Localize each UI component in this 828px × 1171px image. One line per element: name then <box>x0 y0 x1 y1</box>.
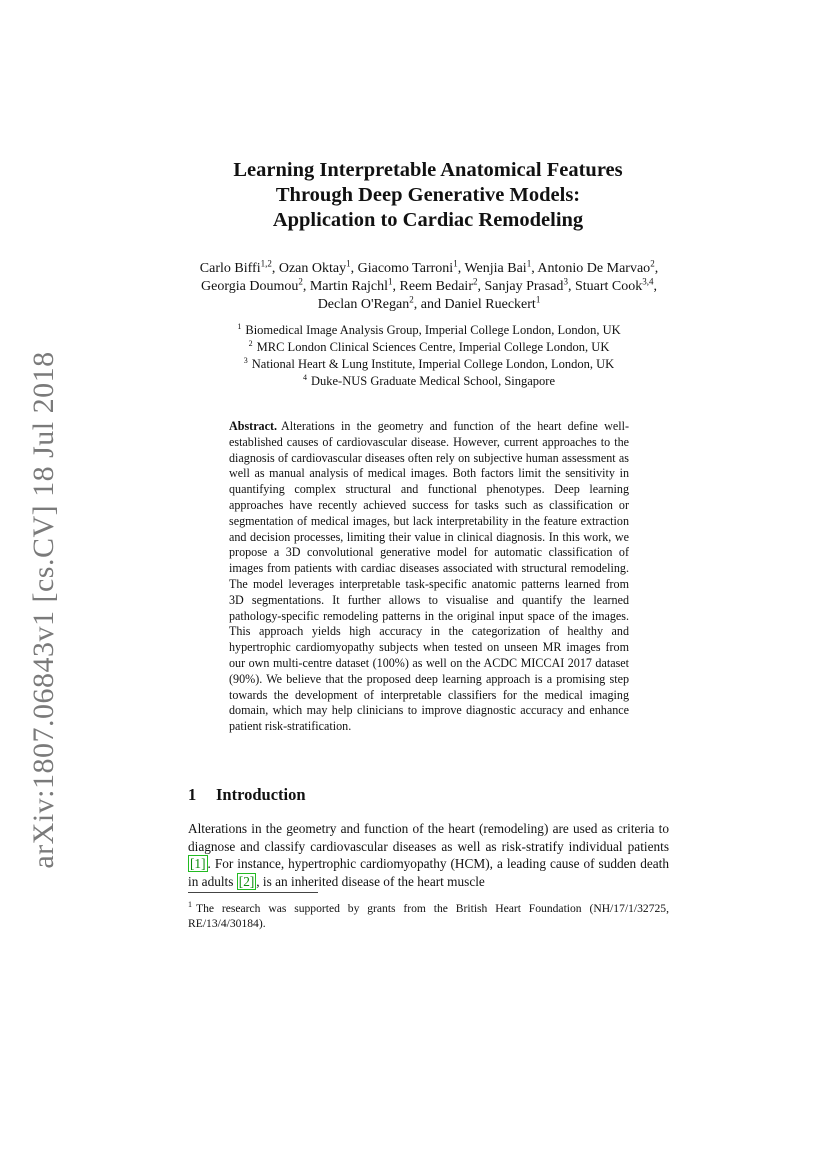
title-line-2: Through Deep Generative Models: <box>275 184 581 206</box>
author-affiliation-mark: 2 <box>298 276 303 287</box>
affiliation-2: $^2$ MRC London Clinical Sciences Centre, Imperial College London, UK <box>248 338 610 354</box>
author-list: Carlo Biffi$^{1,2}$, Ozan Oktay$^1$, Giacomo Tarroni$^1$, Wenjia Bai$^1$, Antonio De Marvao$^2$, Georgia Doumou$^2$, Martin Rajchl$^1$, Reem Bedair$^2$, Sanjay Prasad$^3$, Stuart Cook$^{3,4}$, Declan O'Regan$^2$, and Daniel Rueckert$^1$ <box>199 258 659 312</box>
affiliation-list <box>180 322 678 390</box>
author-name: Stuart Cook <box>574 279 643 294</box>
title-line-1: Learning Interpretable Anatomical Features <box>233 159 623 181</box>
author-affiliation-mark: 3 <box>563 276 568 287</box>
author-affiliation-mark: 1 <box>526 258 532 269</box>
author-name: Ozan Oktay <box>278 261 347 276</box>
arxiv-identifier: arXiv:1807.06843v1 [cs.CV] 18 Jul 2018 <box>27 351 60 869</box>
citation-link-2[interactable]: [2] <box>238 873 255 889</box>
title-line-3: Application to Cardiac Remodeling <box>272 209 584 231</box>
footnote-number: 1 <box>188 900 192 909</box>
section-number: 1 <box>188 785 197 804</box>
author-affiliation-mark: 1,2 <box>260 258 272 269</box>
abstract <box>229 419 629 735</box>
author-name: Martin Rajchl <box>309 279 389 294</box>
affiliation-3: $^3$ National Heart & Lung Institute, Imperial College London, London, UK <box>243 355 615 371</box>
author-affiliation-mark: 2 <box>409 294 414 305</box>
author-affiliation-mark: 2 <box>650 258 655 269</box>
author-affiliation-mark: 1 <box>346 258 351 269</box>
author-name: Antonio De Marvao <box>537 261 651 276</box>
author-name: Reem Bedair <box>399 279 473 294</box>
author-name: Declan O'Regan <box>317 297 410 312</box>
affiliation-1: $^1$ Biomedical Image Analysis Group, Imperial College London, London, UK <box>237 321 621 337</box>
paper-title <box>150 158 706 233</box>
author-affiliation-mark: 1 <box>535 294 541 305</box>
author-affiliation-mark: 1 <box>388 276 393 287</box>
author-name: Georgia Doumou <box>201 279 299 294</box>
abstract-text: Alterations in the geometry and function of the heart define well-established causes of cardiovascular disease. However, current approaches to the diagnosis of cardiovascular diseases often rely on subjective human assessment as well as manual analysis of medical images. Both factors limit the sensitivity in quantifying complex structural and functional phenotypes. Deep learning approaches have recently achieved success for tasks such as classification or segmentation of medical images, but lack interpretability in the feature extraction and decision processes, limiting their value in clinical diagnosis. In this work, we propose a 3D convolutional generative model for automatic classification of images from patients with cardiac diseases associated with structural remodeling. The model leverages interpretable task-specific anatomic patterns learned from 3D segmentations. It further allows to visualise and quantify the learned pathology-specific remodeling patterns in the original input space of the images. This approach yields high accuracy in the categorization of healthy and hypertrophic cardiomyopathy subjects when tested on unseen MR images from our own multi-centre dataset (100%) as well on the ACDC MICCAI 2017 dataset (90%). We believe that the proposed deep learning approach is a promising step towards the development of interpretable classifiers for the medical imaging domain, which may help clinicians to improve diagnostic accuracy and enhance patient risk-stratification. <box>229 419 629 734</box>
author-affiliation-mark: 3,4 <box>642 276 654 287</box>
author-name: Carlo Biffi <box>199 261 261 276</box>
author-affiliation-mark: 2 <box>473 276 478 287</box>
footnote-text: The research was supported by grants from the British Heart Foundation (NH/17/1/32725, RE/13/4/30184). <box>188 901 669 930</box>
section-title: Introduction <box>216 785 306 804</box>
affiliation-4: $^4$ Duke-NUS Graduate Medical School, Singapore <box>302 372 556 388</box>
footnote-divider <box>188 892 318 893</box>
author-name: Wenjia Bai <box>464 261 527 276</box>
author-name: Daniel Rueckert <box>444 297 536 312</box>
citation-link-1[interactable]: [1] <box>190 856 206 871</box>
author-name: Giacomo Tarroni <box>357 261 454 276</box>
author-affiliation-mark: 1 <box>453 258 458 269</box>
introduction-paragraph: Alterations in the geometry and function of the heart (remodeling) are used as criteria to diagnose and classify cardiovascular diseases as well as risk-stratify individual patients [1] . For instance, hypertrophic cardiomyopathy (HCM), a leading cause of sudden death in adults [2] , is an inherited disease of the heart muscle <box>188 821 669 889</box>
section-heading <box>188 785 306 805</box>
abstract-label: Abstract. <box>229 419 278 433</box>
author-name: Sanjay Prasad <box>484 279 564 294</box>
footnote <box>188 897 669 931</box>
